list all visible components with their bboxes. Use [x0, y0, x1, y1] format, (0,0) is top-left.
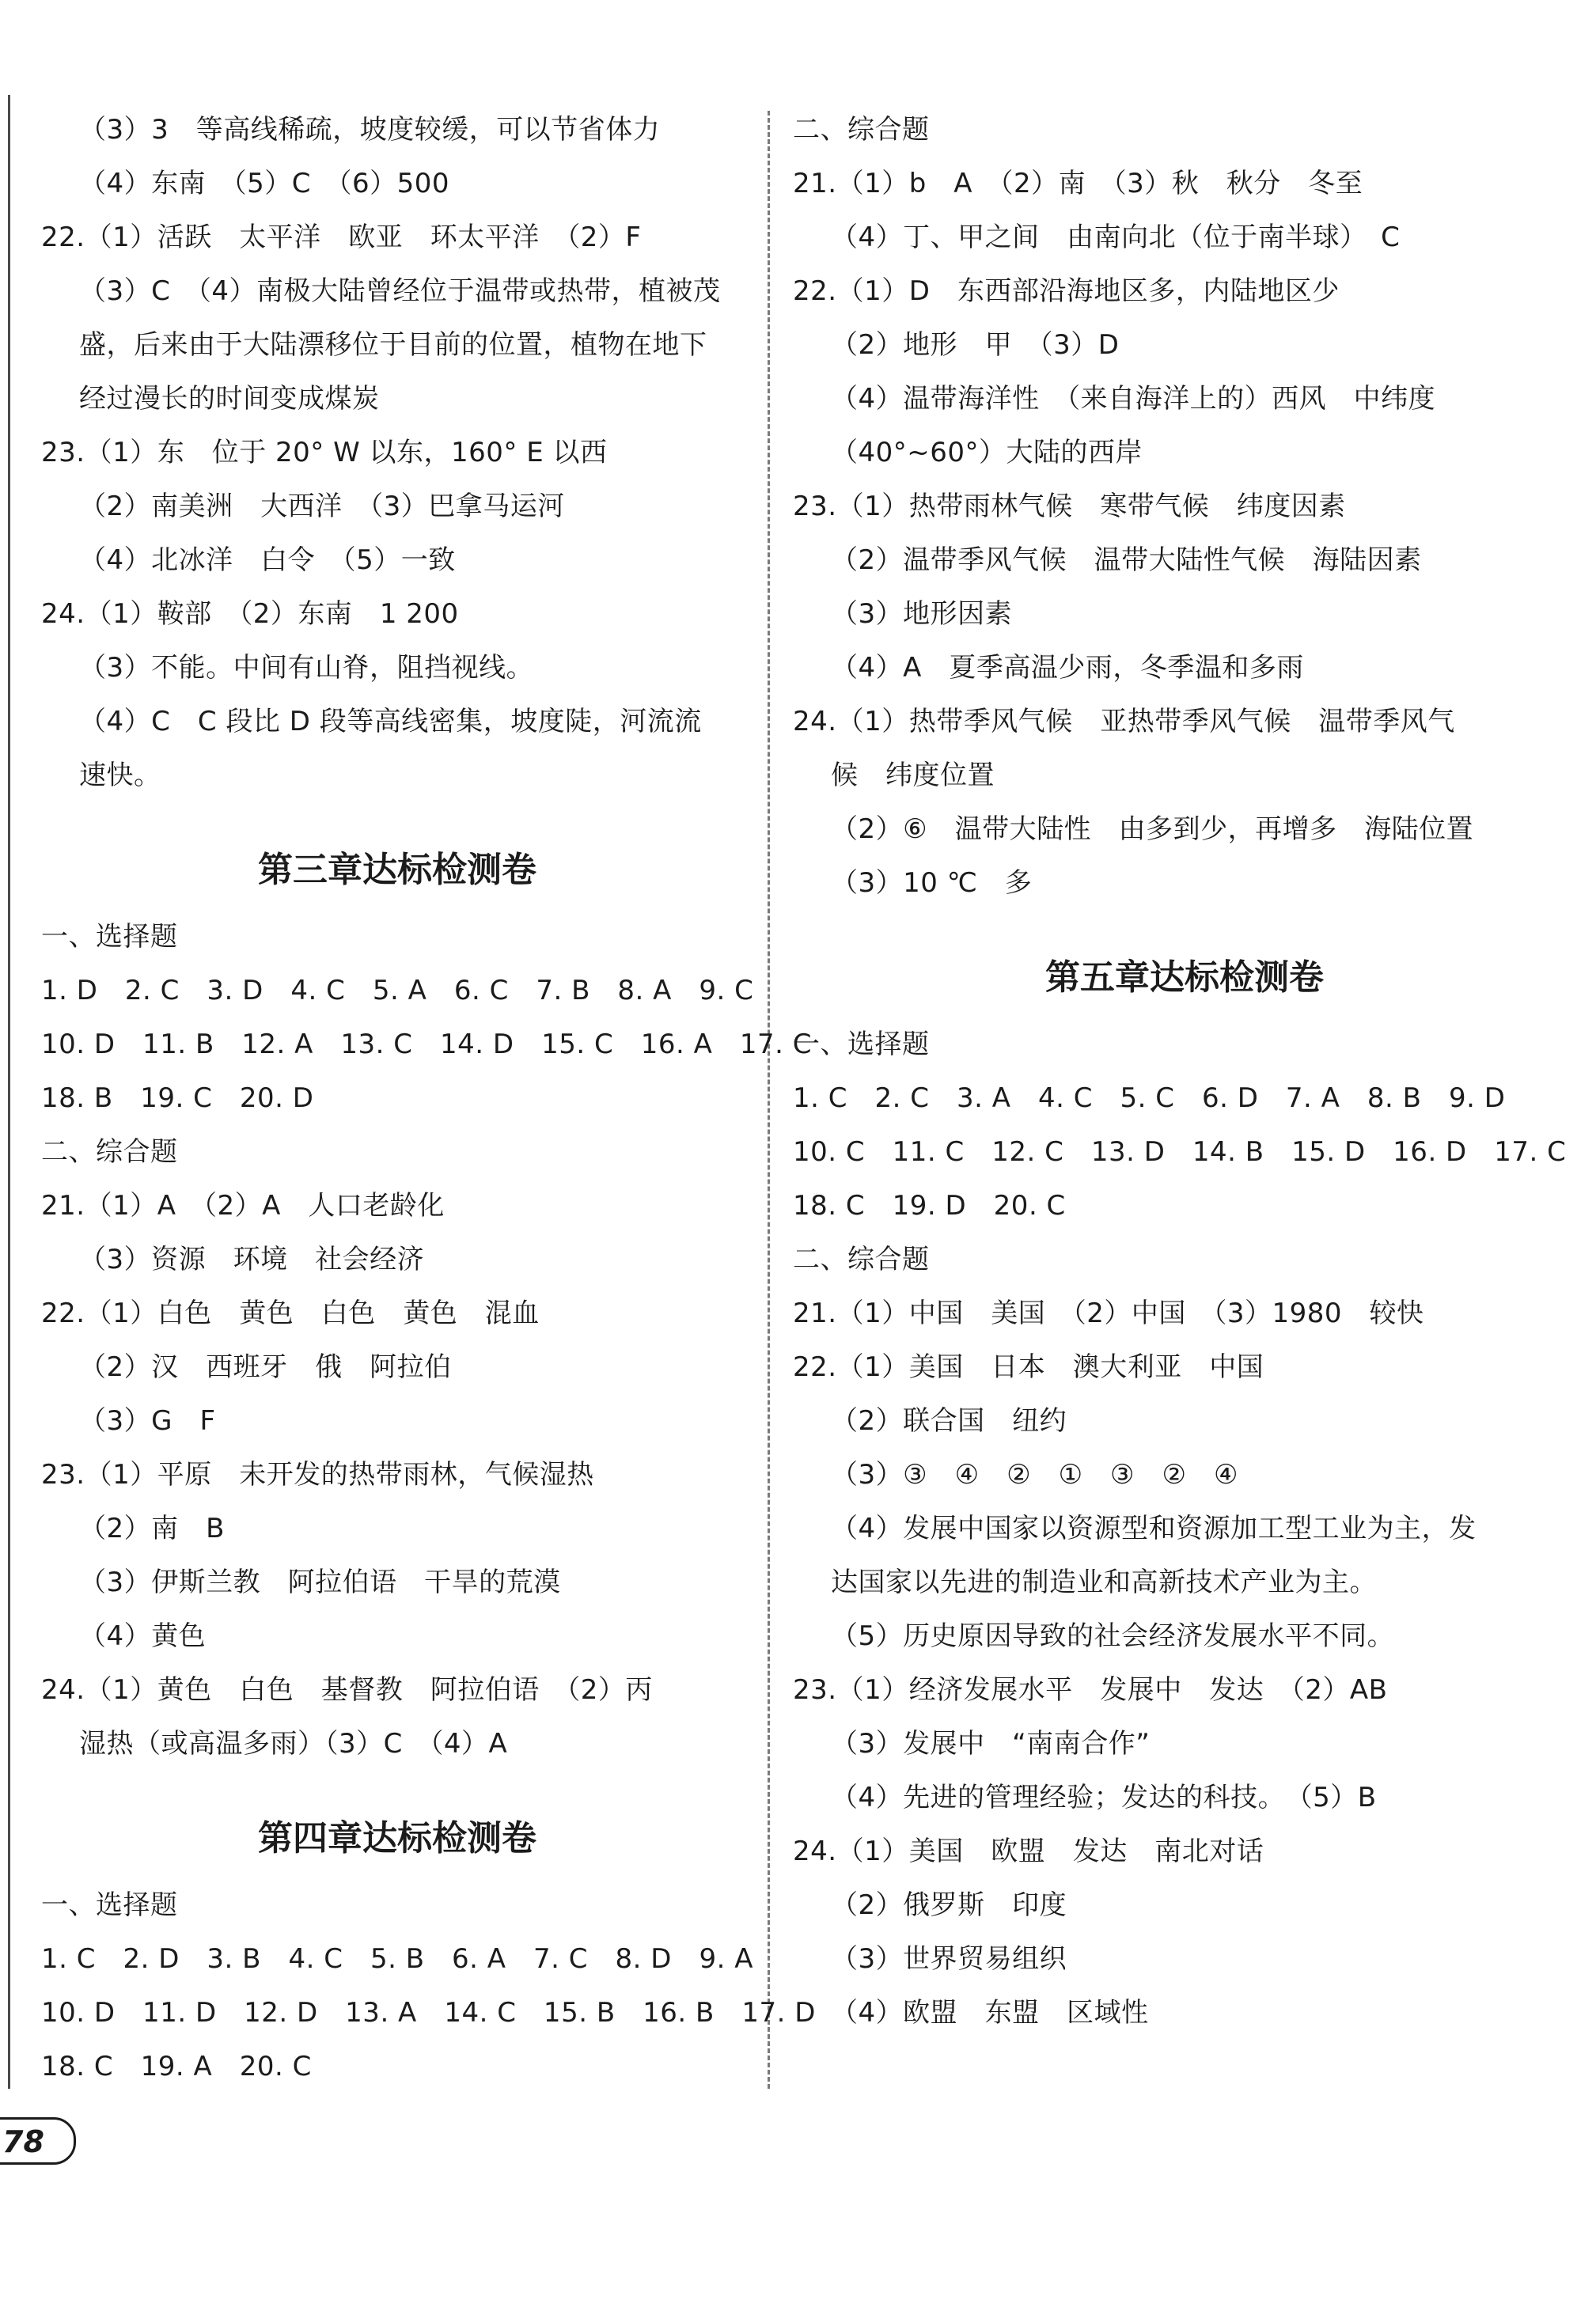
answer-line: （4）A 夏季高温少雨，冬季温和多雨: [831, 652, 1304, 684]
answer-line: 23.（1）平原 未开发的热带雨林，气候湿热: [41, 1459, 594, 1491]
page-number-badge: [0, 2117, 76, 2165]
answer-line: （4）先进的管理经验；发达的科技。 （5）B: [831, 1782, 1377, 1813]
answer-line: 1. D 2. C 3. D 4. C 5. A 6. C 7. B 8. A 9. C: [41, 975, 754, 1006]
answer-line: （4）丁、甲之间 由南向北（位于南半球） C: [831, 222, 1401, 253]
left-column: [41, 103, 816, 2093]
answer-line: （3）不能。中间有山脊，阻挡视线。: [79, 652, 534, 684]
answer-line: （2）⑥ 温带大陆性 由多到少，再增多 海陆位置: [831, 813, 1474, 845]
answer-line: 23.（1）东 位于 20° W 以东，160° E 以西: [41, 437, 608, 468]
answer-line: 24.（1）鞍部 （2）东南 1 200: [41, 598, 459, 630]
answer-line: 22.（1）白色 黄色 白色 黄色 混血: [41, 1298, 540, 1329]
answer-line: 24.（1）黄色 白色 基督教 阿拉伯语 （2）丙: [41, 1674, 653, 1706]
answer-line: 1. C 2. C 3. A 4. C 5. C 6. D 7. A 8. B 9. D: [793, 1082, 1506, 1114]
answer-line: 10. D 11. B 12. A 13. C 14. D 15. C 16. A 17. C: [41, 1029, 812, 1060]
answer-line: 22.（1）D 东西部沿海地区多，内陆地区少: [793, 275, 1340, 307]
answer-line: （3）G F: [79, 1405, 216, 1437]
answer-line: 经过漫长的时间变成煤炭: [79, 383, 380, 415]
chapter4-answers-continued: [793, 103, 1576, 910]
answer-line: （3）③ ④ ② ① ③ ② ④: [831, 1459, 1238, 1491]
answer-line: 一、选择题: [793, 1029, 930, 1060]
answer-line: （3）地形因素: [831, 598, 1013, 630]
answer-line: 达国家以先进的制造业和高新技术产业为主。: [831, 1567, 1377, 1598]
answer-line: （5）历史原因导致的社会经济发展水平不同。: [831, 1620, 1395, 1652]
answer-line: （3）世界贸易组织: [831, 1943, 1067, 1975]
answer-line: （4）东南 （5）C （6）500: [79, 168, 450, 199]
chapter5-title: 第五章达标检测卷: [1045, 957, 1324, 998]
page-number: 78: [2, 2124, 44, 2159]
answer-line: （3）3 等高线稀疏，坡度较缓，可以节省体力: [79, 114, 661, 146]
answer-line: 一、选择题: [41, 921, 178, 953]
answer-line: 1. C 2. D 3. B 4. C 5. B 6. A 7. C 8. D 9. A: [41, 1943, 753, 1975]
answer-line: 湿热（或高温多雨）（3）C （4）A: [79, 1728, 508, 1760]
answer-line: 二、综合题: [793, 114, 930, 146]
answer-line: 二、综合题: [793, 1244, 930, 1275]
answer-line: 盛，后来由于大陆漂移位于目前的位置，植物在地下: [79, 329, 707, 361]
answer-line: 23.（1）经济发展水平 发展中 发达 （2）AB: [793, 1674, 1388, 1706]
chapter3-answers: [41, 910, 812, 1771]
answer-line: （2）汉 西班牙 俄 阿拉伯: [79, 1351, 452, 1383]
answer-line: （3）10 ℃ 多: [831, 867, 1033, 899]
answer-line: 10. C 11. C 12. C 13. D 14. B 15. D 16. D 17. C: [793, 1136, 1567, 1168]
answer-line: （2）温带季风气候 温带大陆性气候 海陆因素: [831, 544, 1422, 576]
answer-line: 23.（1）热带雨林气候 寒带气候 纬度因素: [793, 491, 1346, 522]
answer-line: （3）资源 环境 社会经济: [79, 1244, 425, 1275]
answer-line: （2）南美洲 大西洋 （3）巴拿马运河: [79, 491, 565, 522]
chapter4-title: 第四章达标检测卷: [258, 1818, 536, 1859]
answer-line: （4）发展中国家以资源型和资源加工型工业为主，发: [831, 1513, 1477, 1544]
answer-line: 18. C 19. D 20. C: [793, 1190, 1066, 1222]
answer-line: （2）俄罗斯 印度: [831, 1889, 1067, 1921]
answer-line: （2）联合国 纽约: [831, 1405, 1067, 1437]
column-divider: [768, 111, 770, 2089]
answer-line: 速快。: [79, 760, 161, 791]
answer-line: （4）北冰洋 白令 （5）一致: [79, 544, 456, 576]
answer-line: 一、选择题: [41, 1889, 178, 1921]
answer-line: （3）伊斯兰教 阿拉伯语 干旱的荒漠: [79, 1567, 561, 1598]
answer-line: （2）南 B: [79, 1513, 225, 1544]
chapter2-answers-continued: [41, 103, 753, 802]
answer-line: 候 纬度位置: [831, 760, 995, 791]
answer-line: 二、综合题: [41, 1136, 178, 1168]
answer-line: （4）温带海洋性 （来自海洋上的）西风 中纬度: [831, 383, 1436, 415]
answer-line: （2）地形 甲 （3）D: [831, 329, 1120, 361]
answer-line: 10. D 11. D 12. D 13. A 14. C 15. B 16. B 17. D: [41, 1997, 816, 2029]
answer-line: （4）欧盟 东盟 区域性: [831, 1997, 1149, 2029]
answer-line: 21.（1）中国 美国 （2）中国 （3）1980 较快: [793, 1298, 1424, 1329]
answer-line: 22.（1）美国 日本 澳大利亚 中国: [793, 1351, 1264, 1383]
answer-line: （40°~60°）大陆的西岸: [831, 437, 1143, 468]
chapter3-title: 第三章达标检测卷: [258, 850, 536, 890]
answer-line: 24.（1）热带季风气候 亚热带季风气候 温带季风气: [793, 706, 1455, 737]
answer-line: 18. B 19. C 20. D: [41, 1082, 314, 1114]
answer-line: （4）C C 段比 D 段等高线密集，坡度陡，河流流: [79, 706, 702, 737]
chapter5-answers: [793, 1017, 1576, 2040]
right-column: [793, 103, 1576, 2040]
answer-line: 21.（1）A （2）A 人口老龄化: [41, 1190, 445, 1222]
answer-line: （4）黄色: [79, 1620, 207, 1652]
left-margin-rule: [8, 95, 10, 2089]
answer-line: 18. C 19. A 20. C: [41, 2051, 312, 2082]
answer-line: 24.（1）美国 欧盟 发达 南北对话: [793, 1836, 1264, 1867]
answer-line: （3）C （4）南极大陆曾经位于温带或热带，植被茂: [79, 275, 721, 307]
answer-line: （3）发展中 “南南合作”: [831, 1728, 1151, 1760]
answer-line: 21.（1）b A （2）南 （3）秋 秋分 冬至: [793, 168, 1363, 199]
chapter4-answers: [41, 1878, 816, 2093]
answer-line: 22.（1）活跃 太平洋 欧亚 环太平洋 （2）F: [41, 222, 642, 253]
